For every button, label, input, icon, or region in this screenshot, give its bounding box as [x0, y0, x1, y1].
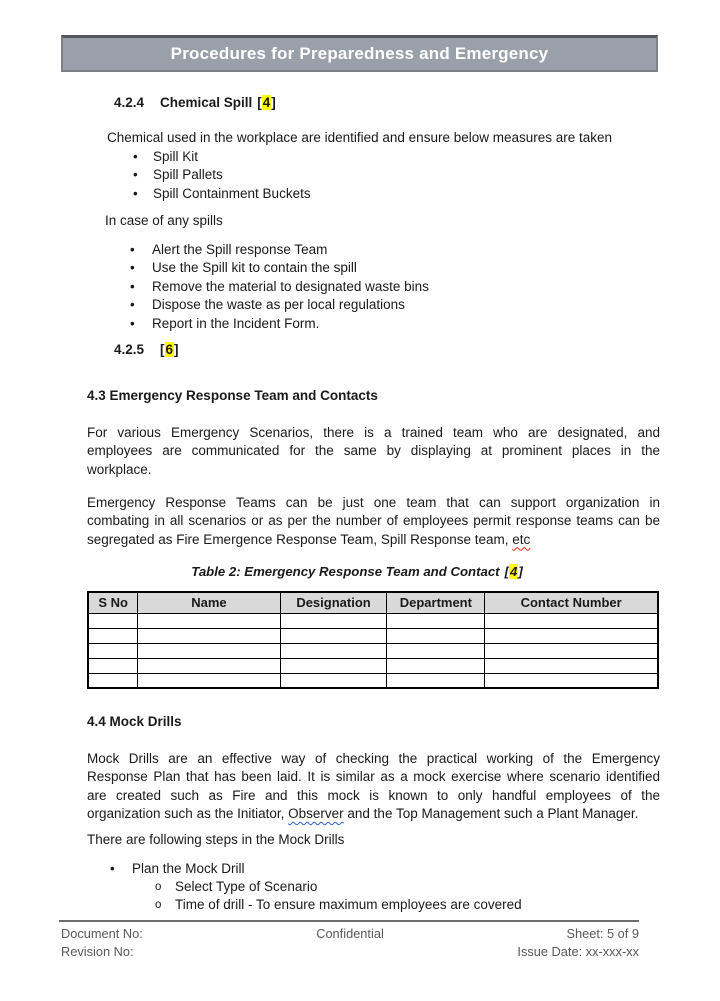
citation-bracket-close: ] [518, 564, 523, 579]
list-item-text: Alert the Spill response Team [152, 242, 328, 257]
contacts-table-wrap [87, 591, 659, 689]
table-row [88, 658, 658, 673]
footer-sheet: Sheet: 5 of 9 [566, 926, 640, 941]
paragraph-response-team-2 [87, 494, 660, 549]
section-heading-4-3: 4.3 Emergency Response Team and Contacts [87, 388, 378, 403]
bullet-list-spill-actions [130, 241, 429, 333]
table-cell [138, 628, 280, 643]
sub-bullet-icon: o [155, 899, 162, 912]
list-item-text: Spill Containment Buckets [153, 185, 311, 201]
bullet-icon: • [133, 149, 138, 164]
table-cell [485, 628, 658, 643]
table-caption [87, 564, 627, 579]
header-banner [61, 35, 658, 72]
list-item [130, 278, 429, 296]
table-cell [88, 628, 138, 643]
paragraph-in-case: In case of any spills [105, 213, 223, 228]
table-cell [485, 673, 658, 688]
table-header-contact: Contact Number [485, 592, 658, 613]
citation-bracket-open: [ [160, 342, 165, 357]
paragraph-line: Emergency Response Teams can be just one team that can support organization in [87, 495, 660, 510]
bullet-icon: • [130, 315, 135, 331]
citation-number-highlighted: 4 [509, 564, 518, 579]
table-cell [88, 613, 138, 628]
bullet-icon: • [110, 861, 115, 876]
paragraph-line: are created such as Fire and this mock is known to only handful employees of the [87, 787, 660, 803]
citation-number-highlighted: 4 [262, 95, 271, 110]
citation-bracket-open: [ [257, 95, 262, 110]
list-item-text: Remove the material to designated waste bins [152, 278, 429, 294]
list-item [130, 315, 429, 333]
table-row [88, 673, 658, 688]
footer-revision-no: Revision No: [61, 944, 134, 959]
list-item-text: Dispose the waste as per local regulations [152, 297, 405, 313]
bullet-list-mock-steps [110, 860, 245, 878]
bullet-icon: • [133, 167, 138, 183]
bullet-list-spill-measures [133, 148, 311, 203]
footer-divider [59, 920, 639, 922]
list-item [155, 878, 522, 896]
sub-bullet-icon: o [155, 881, 162, 893]
footer-spacer [254, 944, 447, 960]
table-cell [138, 643, 280, 658]
table-cell [280, 628, 387, 643]
grammar-word: Observer [288, 805, 344, 821]
table-row [88, 628, 658, 643]
table-cell [485, 613, 658, 628]
paragraph-line [87, 531, 660, 549]
table-cell [138, 613, 280, 628]
paragraph-text: segregated as Fire Emergence Response Team, Spill Response team, [87, 531, 513, 547]
citation-number-highlighted: 6 [165, 342, 174, 357]
contacts-table [87, 591, 659, 689]
list-item-text: Select Type of Scenario [175, 879, 318, 894]
footer-row-1 [59, 926, 639, 942]
table-cell [387, 658, 485, 673]
table-header-department: Department [387, 592, 485, 613]
table-cell [88, 643, 138, 658]
table-cell [88, 658, 138, 673]
spellcheck-word: etc [512, 531, 531, 547]
list-item-text: Time of drill - To ensure maximum employees are covered [175, 897, 522, 913]
table-cell [280, 673, 387, 688]
table-header-sno: S No [88, 592, 138, 613]
table-header-row [88, 592, 658, 613]
table-row [88, 643, 658, 658]
heading-title: Chemical Spill [160, 95, 253, 110]
table-cell [88, 673, 138, 688]
table-header-designation: Designation [280, 592, 387, 613]
table-caption-text: Table 2: Emergency Response Team and Contact [191, 564, 500, 579]
paragraph-response-team-1 [87, 424, 660, 479]
citation-bracket-close: ] [174, 342, 179, 357]
table-cell [485, 643, 658, 658]
table-cell [387, 628, 485, 643]
table-row [88, 613, 658, 628]
list-item-text: Plan the Mock Drill [132, 861, 245, 876]
table-cell [387, 673, 485, 688]
list-item-text: Spill Pallets [153, 167, 223, 183]
paragraph-line: Response Plan that has been laid. It is similar as a mock exercise where scenario identified [87, 769, 660, 785]
paragraph-text: organization such as the Initiator, [87, 805, 289, 821]
citation-bracket-close: ] [271, 95, 276, 110]
list-item-text: Report in the Incident Form. [152, 315, 320, 331]
sub-bullet-list-mock-steps [155, 878, 522, 915]
banner-title: Procedures for Preparedness and Emergency [170, 44, 549, 63]
table-header-name: Name [138, 592, 280, 613]
table-cell [280, 613, 387, 628]
citation-bracket-open: [ [504, 564, 509, 579]
list-item [133, 166, 311, 184]
bullet-icon: • [130, 278, 135, 294]
table-cell [387, 643, 485, 658]
footer-row-2 [59, 944, 639, 960]
list-item-text: Use the Spill kit to contain the spill [152, 260, 357, 276]
footer-confidential: Confidential [316, 926, 384, 941]
bullet-icon: • [133, 185, 138, 201]
paragraph-line: employees are communicated for the same by displaying at prominent places in the [87, 443, 660, 459]
list-item [130, 296, 429, 314]
paragraph-line: For various Emergency Scenarios, there is a trained team who are designated, and [87, 425, 660, 440]
table-cell [485, 658, 658, 673]
list-item-text: Spill Kit [153, 149, 199, 164]
footer-issue-date: Issue Date: xx-xxx-xx [517, 944, 640, 959]
heading-number: 4.2.4 [114, 95, 145, 110]
table-cell [387, 613, 485, 628]
list-item [133, 185, 311, 203]
table-cell [138, 658, 280, 673]
list-item [130, 241, 429, 259]
list-item [110, 860, 245, 878]
paragraph-steps-intro: There are following steps in the Mock Drills [87, 832, 345, 847]
table-cell [138, 673, 280, 688]
paragraph-mock-drills [87, 750, 660, 823]
paragraph-line [87, 805, 660, 823]
list-item [155, 896, 522, 914]
bullet-icon: • [130, 242, 135, 257]
footer-document-no: Document No: [61, 926, 143, 941]
paragraph-chemical-intro: Chemical used in the workplace are identified and ensure below measures are taken [107, 130, 613, 145]
table-cell [280, 643, 387, 658]
section-heading-4-4: 4.4 Mock Drills [87, 714, 182, 729]
table-cell [280, 658, 387, 673]
paragraph-line: workplace. [87, 461, 152, 477]
section-heading-4-2-4 [114, 95, 276, 110]
paragraph-line: Mock Drills are an effective way of checking the practical working of the Emergency [87, 751, 660, 766]
section-heading-4-2-5 [114, 342, 179, 357]
paragraph-line: combating in all scenarios or as per the number of employees permit response teams can be [87, 513, 660, 529]
heading-number: 4.2.5 [114, 342, 145, 357]
paragraph-text: and the Top Management such a Plant Manager. [343, 805, 639, 821]
bullet-icon: • [130, 297, 135, 313]
list-item [133, 148, 311, 166]
bullet-icon: • [130, 260, 135, 276]
list-item [130, 259, 429, 277]
